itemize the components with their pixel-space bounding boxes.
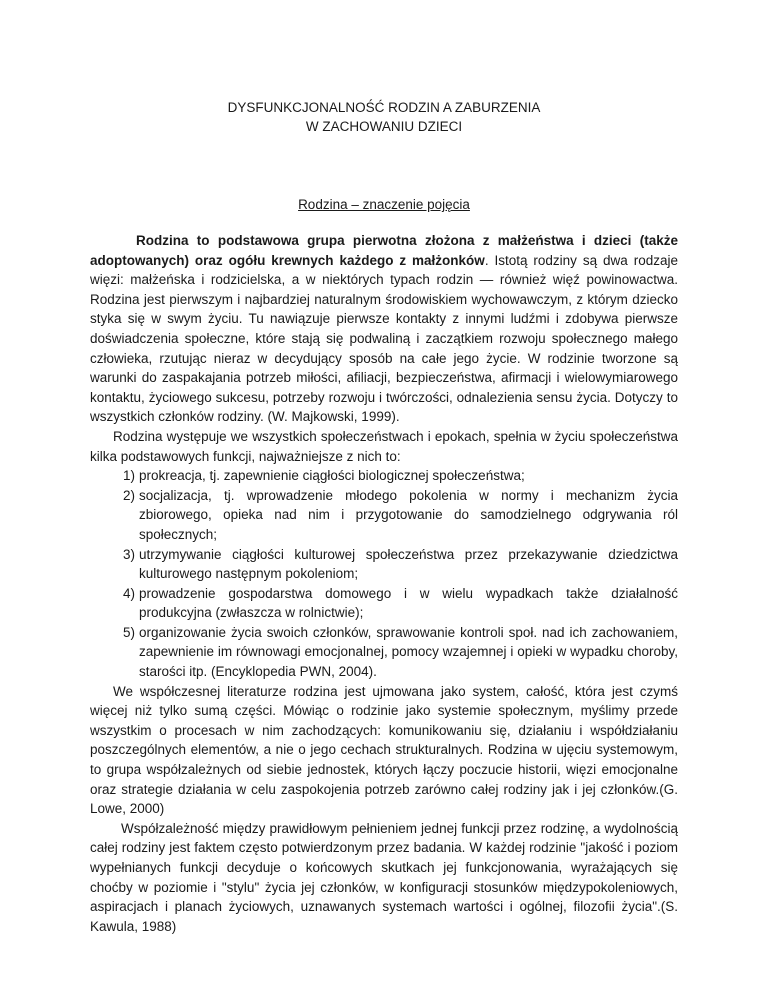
paragraph-definition bbox=[90, 231, 678, 427]
paragraph-functions-intro: Rodzina występuje we wszystkich społeczeństwach i epokach, spełnia w życiu społeczeństwa kilka podstawowych funkcji, najważniejsze z nich to: bbox=[90, 428, 678, 464]
section-heading-text: Rodzina – znaczenie pojęcia bbox=[298, 197, 470, 212]
definition-rest-text: . Istotą rodziny są dwa rodzaje więzi: małżeńska i rodzicielska, a w niektórych typach rodzin — również więź powinowactwa. Rodzina jest pierwszym i najbardziej naturalnym środowiskiem wychowawczym, z którym dziecko styka się w swym życiu. Tu nawiązuje pierwsze kontakty z innymi ludźmi i zdobywa pierwsze doświadczenia społeczne, które stają się podwaliną i zaczątkiem rozwoju społecznego małego człowieka, rzutując nieraz w decydujący sposób na całe jego życie. W rodzinie tworzone są warunki do zaspakajania potrzeb miłości, afiliacji, bezpieczeństwa, afirmacji i wielowymiarowego kontaktu, życiowego sukcesu, potrzeby rozwoju i twórczości, odnalezienia sensu życia. Dotyczy to wszystkich członków rodziny. (W. Majkowski, 1999). bbox=[90, 252, 678, 425]
list-item-number: 1) bbox=[122, 468, 135, 484]
document-title bbox=[90, 98, 678, 136]
paragraph-interdependence: Współzależność między prawidłowym pełnieniem jednej funkcji przez rodzinę, a wydolnością całej rodziny jest faktem często potwierdzonym przez badania. W każdej rodzinie "jakość i poziom wypełnianych funkcji decyduje o końcowych skutkach jej funkcjonowania, wyrażających się choćby w poziomie i "stylu" życia jej członków, w konfiguracji stosunków międzypokoleniowych, aspiracjach i planach życiowych, uznawanych systemach wartości i ogólnej, filozofii życia".(S. Kawula, 1988) bbox=[90, 820, 678, 934]
list-item bbox=[122, 623, 678, 682]
list-item bbox=[122, 466, 678, 486]
list-item-number: 3) bbox=[122, 546, 135, 562]
definition-bold-text: Rodzina to podstawowa grupa pierwotna złożona z małżeństwa i dzieci (także adoptowanych) oraz ogółu krewnych każdego z małżonków bbox=[90, 233, 678, 268]
list-item-number: 5) bbox=[122, 624, 135, 640]
list-item bbox=[122, 486, 678, 545]
list-item-text: prokreacja, tj. zapewnienie ciągłości biologicznej społeczeństwa; bbox=[139, 468, 525, 484]
list-item bbox=[122, 545, 678, 584]
list-item-number: 2) bbox=[122, 487, 135, 503]
list-item-text: utrzymywanie ciągłości kulturowej społeczeństwa przez przekazywanie dziedzictwa kulturowego następnym pokoleniom; bbox=[139, 546, 678, 582]
list-item bbox=[122, 584, 678, 623]
title-line-2: W ZACHOWANIU DZIECI bbox=[305, 119, 463, 134]
title-line-1: DYSFUNKCJONALNOŚĆ RODZIN A ZABURZENIA bbox=[227, 100, 541, 115]
paragraph-system: We współczesnej literaturze rodzina jest ujmowana jako system, całość, która jest czymś więcej niż tylko sumą części. Mówiąc o rodzinie jako systemie społecznym, myślimy przede wszystkim o procesach w nim zachodzących: komunikowaniu się, działaniu i współdziałaniu poszczególnych elementów, a nie o jego cechach strukturalnych. Rodzina w ujęciu systemowym, to grupa współzależnych od siebie jednostek, których łączy poczucie historii, więzi emocjonalne oraz strategie działania w celu zaspokojenia potrzeb zarówno całej rodziny jak i jej członków.(G. Lowe, 2000) bbox=[90, 683, 678, 817]
list-item-text: socjalizacja, tj. wprowadzenie młodego pokolenia w normy i mechanizm życia zbiorowego, opieka nad nim i przygotowanie do samodzielnego odgrywania ról społecznych; bbox=[139, 487, 678, 542]
list-item-number: 4) bbox=[122, 585, 135, 601]
functions-list bbox=[90, 466, 678, 682]
list-item-text: organizowanie życia swoich członków, sprawowanie kontroli społ. nad ich zachowaniem, zapewnienie im równowagi emocjonalnej, pomocy wzajemnej i opieki w wypadku choroby, starości itp. (Encyklopedia PWN, 2004). bbox=[139, 624, 678, 680]
list-item-text: prowadzenie gospodarstwa domowego i w wielu wypadkach także działalność produkcyjna (zwłaszcza w rolnictwie); bbox=[139, 585, 678, 621]
section-heading bbox=[90, 195, 678, 214]
